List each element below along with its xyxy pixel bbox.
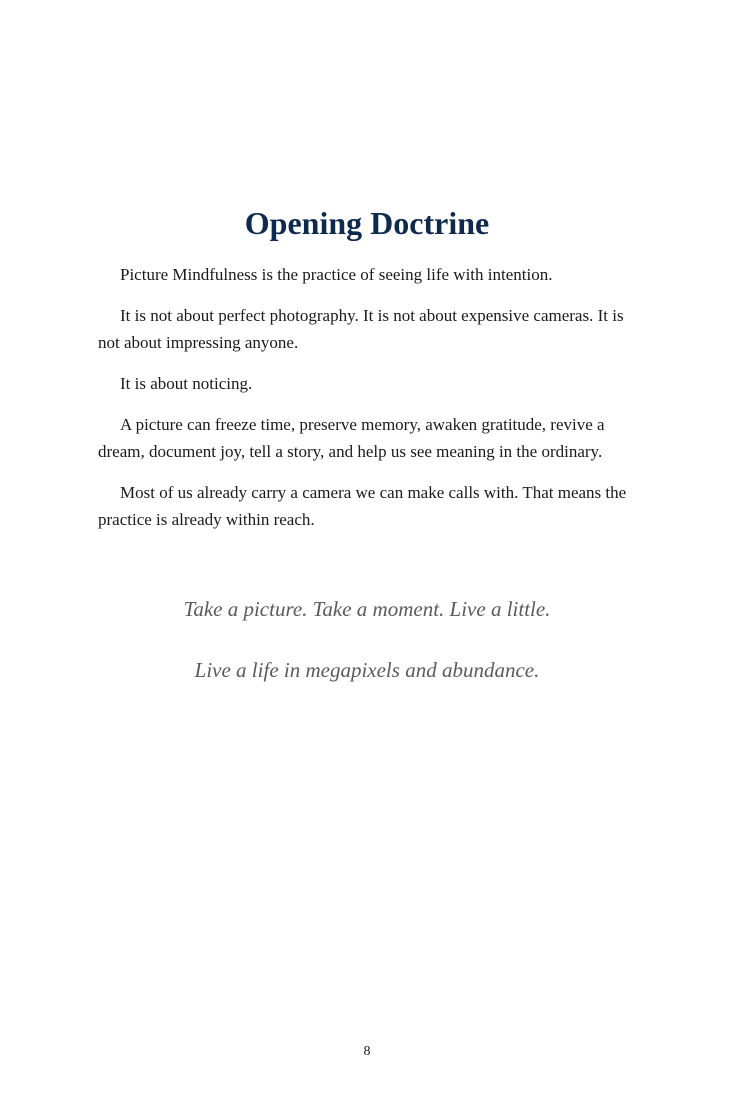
quote-megapixels: Live a life in megapixels and abundance. <box>194 658 540 682</box>
page-title: Opening Doctrine <box>244 205 490 241</box>
paragraph-picture-can: A picture can freeze time, preserve memory, awaken gratitude, revive a dream, document joy, tell a story, and help us see meaning in the ordinary. <box>98 415 605 461</box>
closing-quotes <box>0 594 734 716</box>
page-number: 8 <box>363 1044 371 1059</box>
paragraph-not-about: It is not about perfect photography. It is not about expensive cameras. It is not about impressing anyone. <box>98 306 624 352</box>
paragraph-noticing: It is about noticing. <box>120 374 253 393</box>
paragraph-camera-reach: Most of us already carry a camera we can make calls with. That means the practice is already within reach. <box>98 483 627 529</box>
quote-take-a-picture: Take a picture. Take a moment. Live a little. <box>183 597 551 621</box>
paragraph-intention: Picture Mindfulness is the practice of seeing life with intention. <box>120 265 553 284</box>
body-text <box>98 261 638 547</box>
